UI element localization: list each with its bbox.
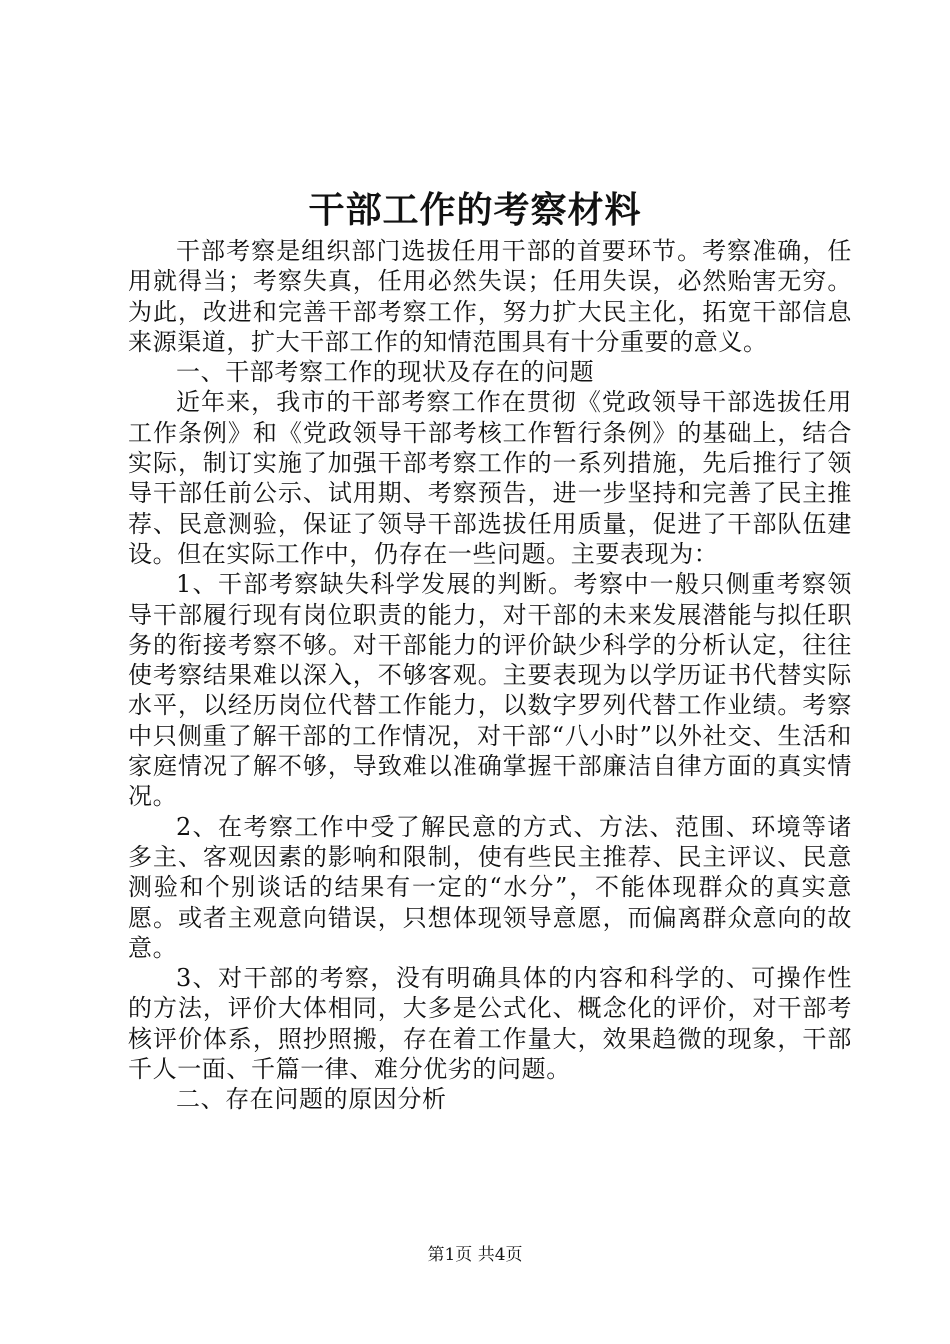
page-title: 干部工作的考察材料: [308, 189, 642, 231]
status-paragraph: 近年来，我市的干部考察工作在贯彻《党政领导干部选拔任用工作条例》和《党政领导干部考核工作暂行条例》的基础上，结合实际，制订实施了加强干部考察工作的一系列措施，先后推行了领导干部任前公示、试用期、考察预告，进一步坚持和完善了民主推荐、民意测验，保证了领导干部选拔任用质量，促进了干部队伍建设。但在实际工作中，仍存在一些问题。主要表现为：: [128, 388, 852, 568]
problem-item-1: 1、干部考察缺失科学发展的判断。考察中一般只侧重考察领导干部履行现有岗位职责的能力，对干部的未来发展潜能与拟任职务的衔接考察不够。对干部能力的评价缺少科学的分析认定，往往使考察结果难以深入，不够客观。主要表现为以学历证书代替实际水平，以经历岗位代替工作能力，以数字罗列代替工作业绩。考察中只侧重了解干部的工作情况，对干部“八小时”以外社交、生活和家庭情况了解不够，导致难以准确掌握干部廉洁自律方面的真实情况。: [128, 570, 852, 811]
section-heading-1: 一、干部考察工作的现状及存在的问题: [176, 358, 595, 387]
intro-paragraph: 干部考察是组织部门选拔任用干部的首要环节。考察准确，任用就得当；考察失真，任用必然失误；任用失误，必然贻害无穷。为此，改进和完善干部考察工作，努力扩大民主化，拓宽干部信息来源渠道，扩大干部工作的知情范围具有十分重要的意义。: [128, 237, 852, 356]
problem-item-3: 3、对干部的考察，没有明确具体的内容和科学的、可操作性的方法，评价大体相同，大多是公式化、概念化的评价，对干部考核评价体系，照抄照搬，存在着工作量大，效果趋微的现象，干部千人一面、千篇一律、难分优劣的问题。: [128, 964, 852, 1084]
problem-item-2: 2、在考察工作中受了解民意的方式、方法、范围、环境等诸多主、客观因素的影响和限制，使有些民主推荐、民主评议、民意测验和个别谈话的结果有一定的“水分”，不能体现群众的真实意愿。或者主观意向错误，只想体现领导意愿，而偏离群众意向的故意。: [128, 812, 852, 962]
page-number: 第1页 共4页: [427, 1245, 523, 1265]
document-body: [128, 236, 852, 1115]
section-heading-2: 二、存在问题的原因分析: [176, 1085, 447, 1114]
